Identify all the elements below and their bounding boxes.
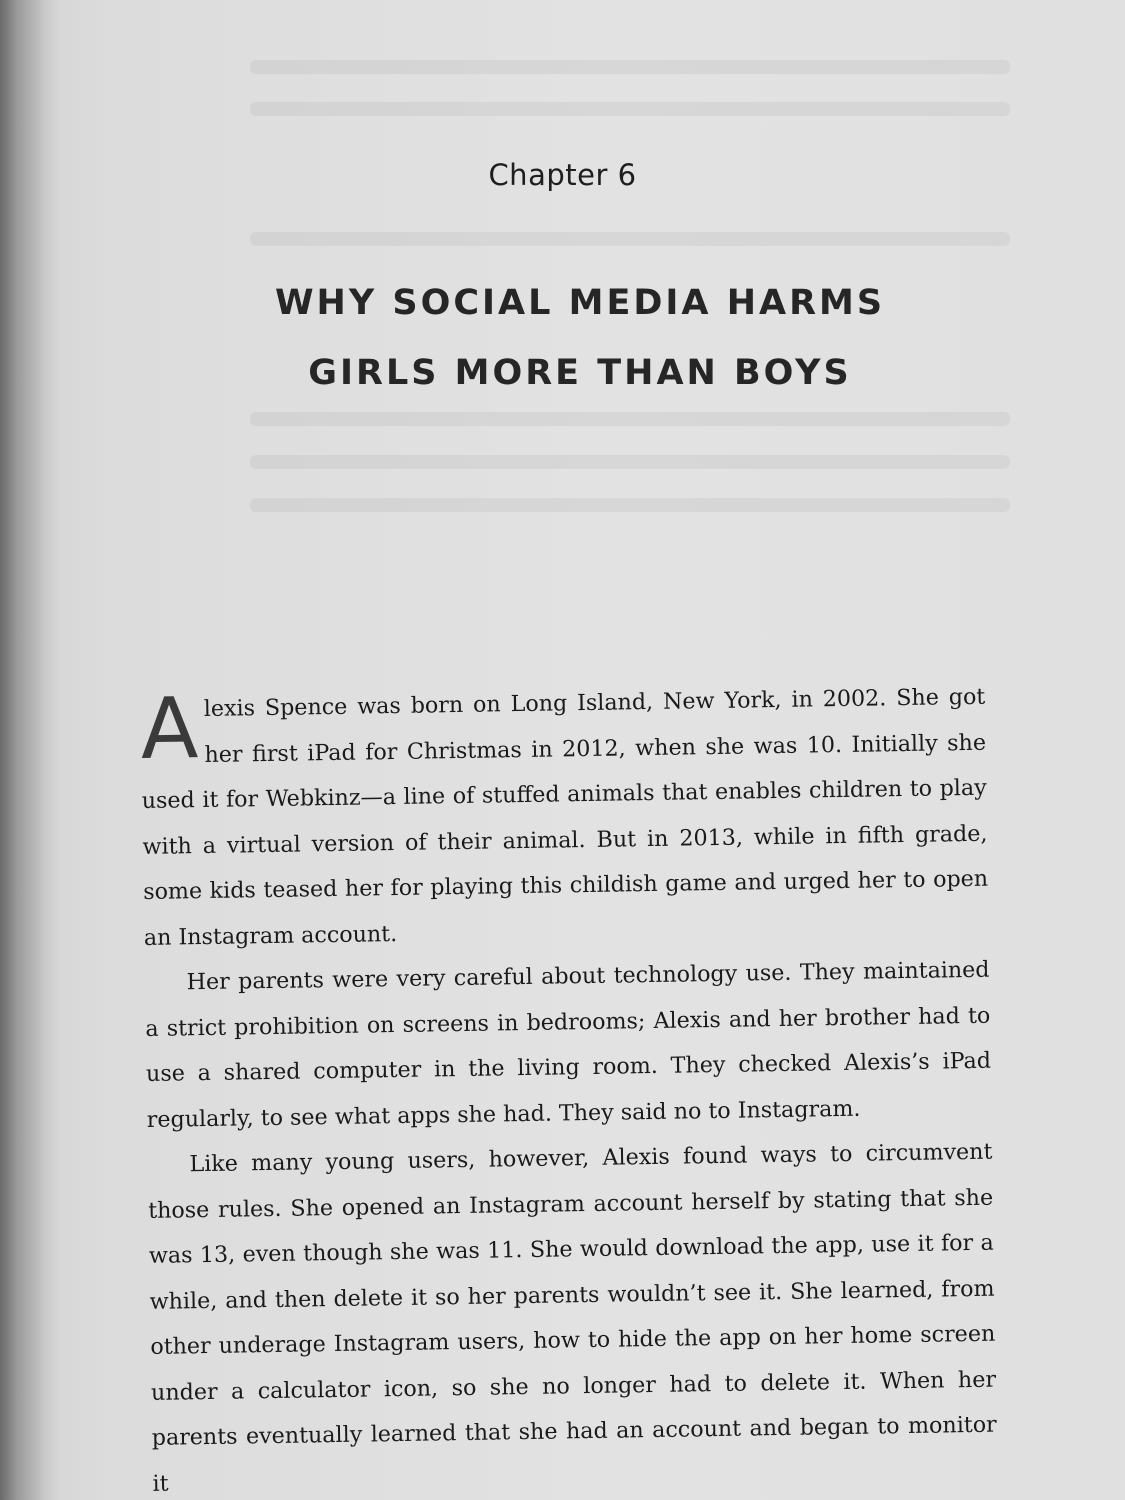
show-through-text xyxy=(250,498,1010,512)
chapter-title-line-2: GIRLS MORE THAN BOYS xyxy=(308,353,852,393)
spine-shadow xyxy=(0,0,60,1500)
chapter-title-line-1: WHY SOCIAL MEDIA HARMS xyxy=(274,283,886,323)
drop-cap: A xyxy=(139,679,199,778)
show-through-text xyxy=(250,232,1010,246)
paragraph-3: Like many young users, however, Alexis found ways to circumvent those rules. She opened an Instagram account herself by stating that she was 13, even though she was 11. She would download the app, use it for a while, and then delete it so her parents wouldn’t see it. She learned, from other underage Instagram users, how to hide the app on her home screen under a calculator icon, so she no longer had to delete it. When her parents eventually learned that she had an account and began to monitor it xyxy=(148,1138,997,1497)
show-through-text xyxy=(250,455,1010,469)
paragraph-1 xyxy=(140,675,989,961)
show-through-text xyxy=(250,412,1010,426)
paragraph-1-text: lexis Spence was born on Long Island, New York, in 2002. She got her first iPad for Christmas in 2012, when she was 10. Initially she used it for Webkinz—a line of stuffed animals that enables children to play with a virtual version of their animal. But in 2013, while in fifth grade, some kids teased her for playing this childish game and urged her to open an Instagram account. xyxy=(141,683,989,951)
show-through-text xyxy=(250,60,1010,74)
chapter-title xyxy=(150,268,1010,408)
paragraph-2: Her parents were very careful about technology use. They maintained a strict prohibition on screens in bedrooms; Alexis and her brother had to use a shared computer in the living room. They checked Alexis’s iPad regularly, to see what apps she had. They said no to Instagram. xyxy=(145,956,992,1133)
show-through-text xyxy=(250,102,1010,116)
chapter-body-text xyxy=(140,675,998,1500)
chapter-number: Chapter 6 xyxy=(488,158,637,192)
